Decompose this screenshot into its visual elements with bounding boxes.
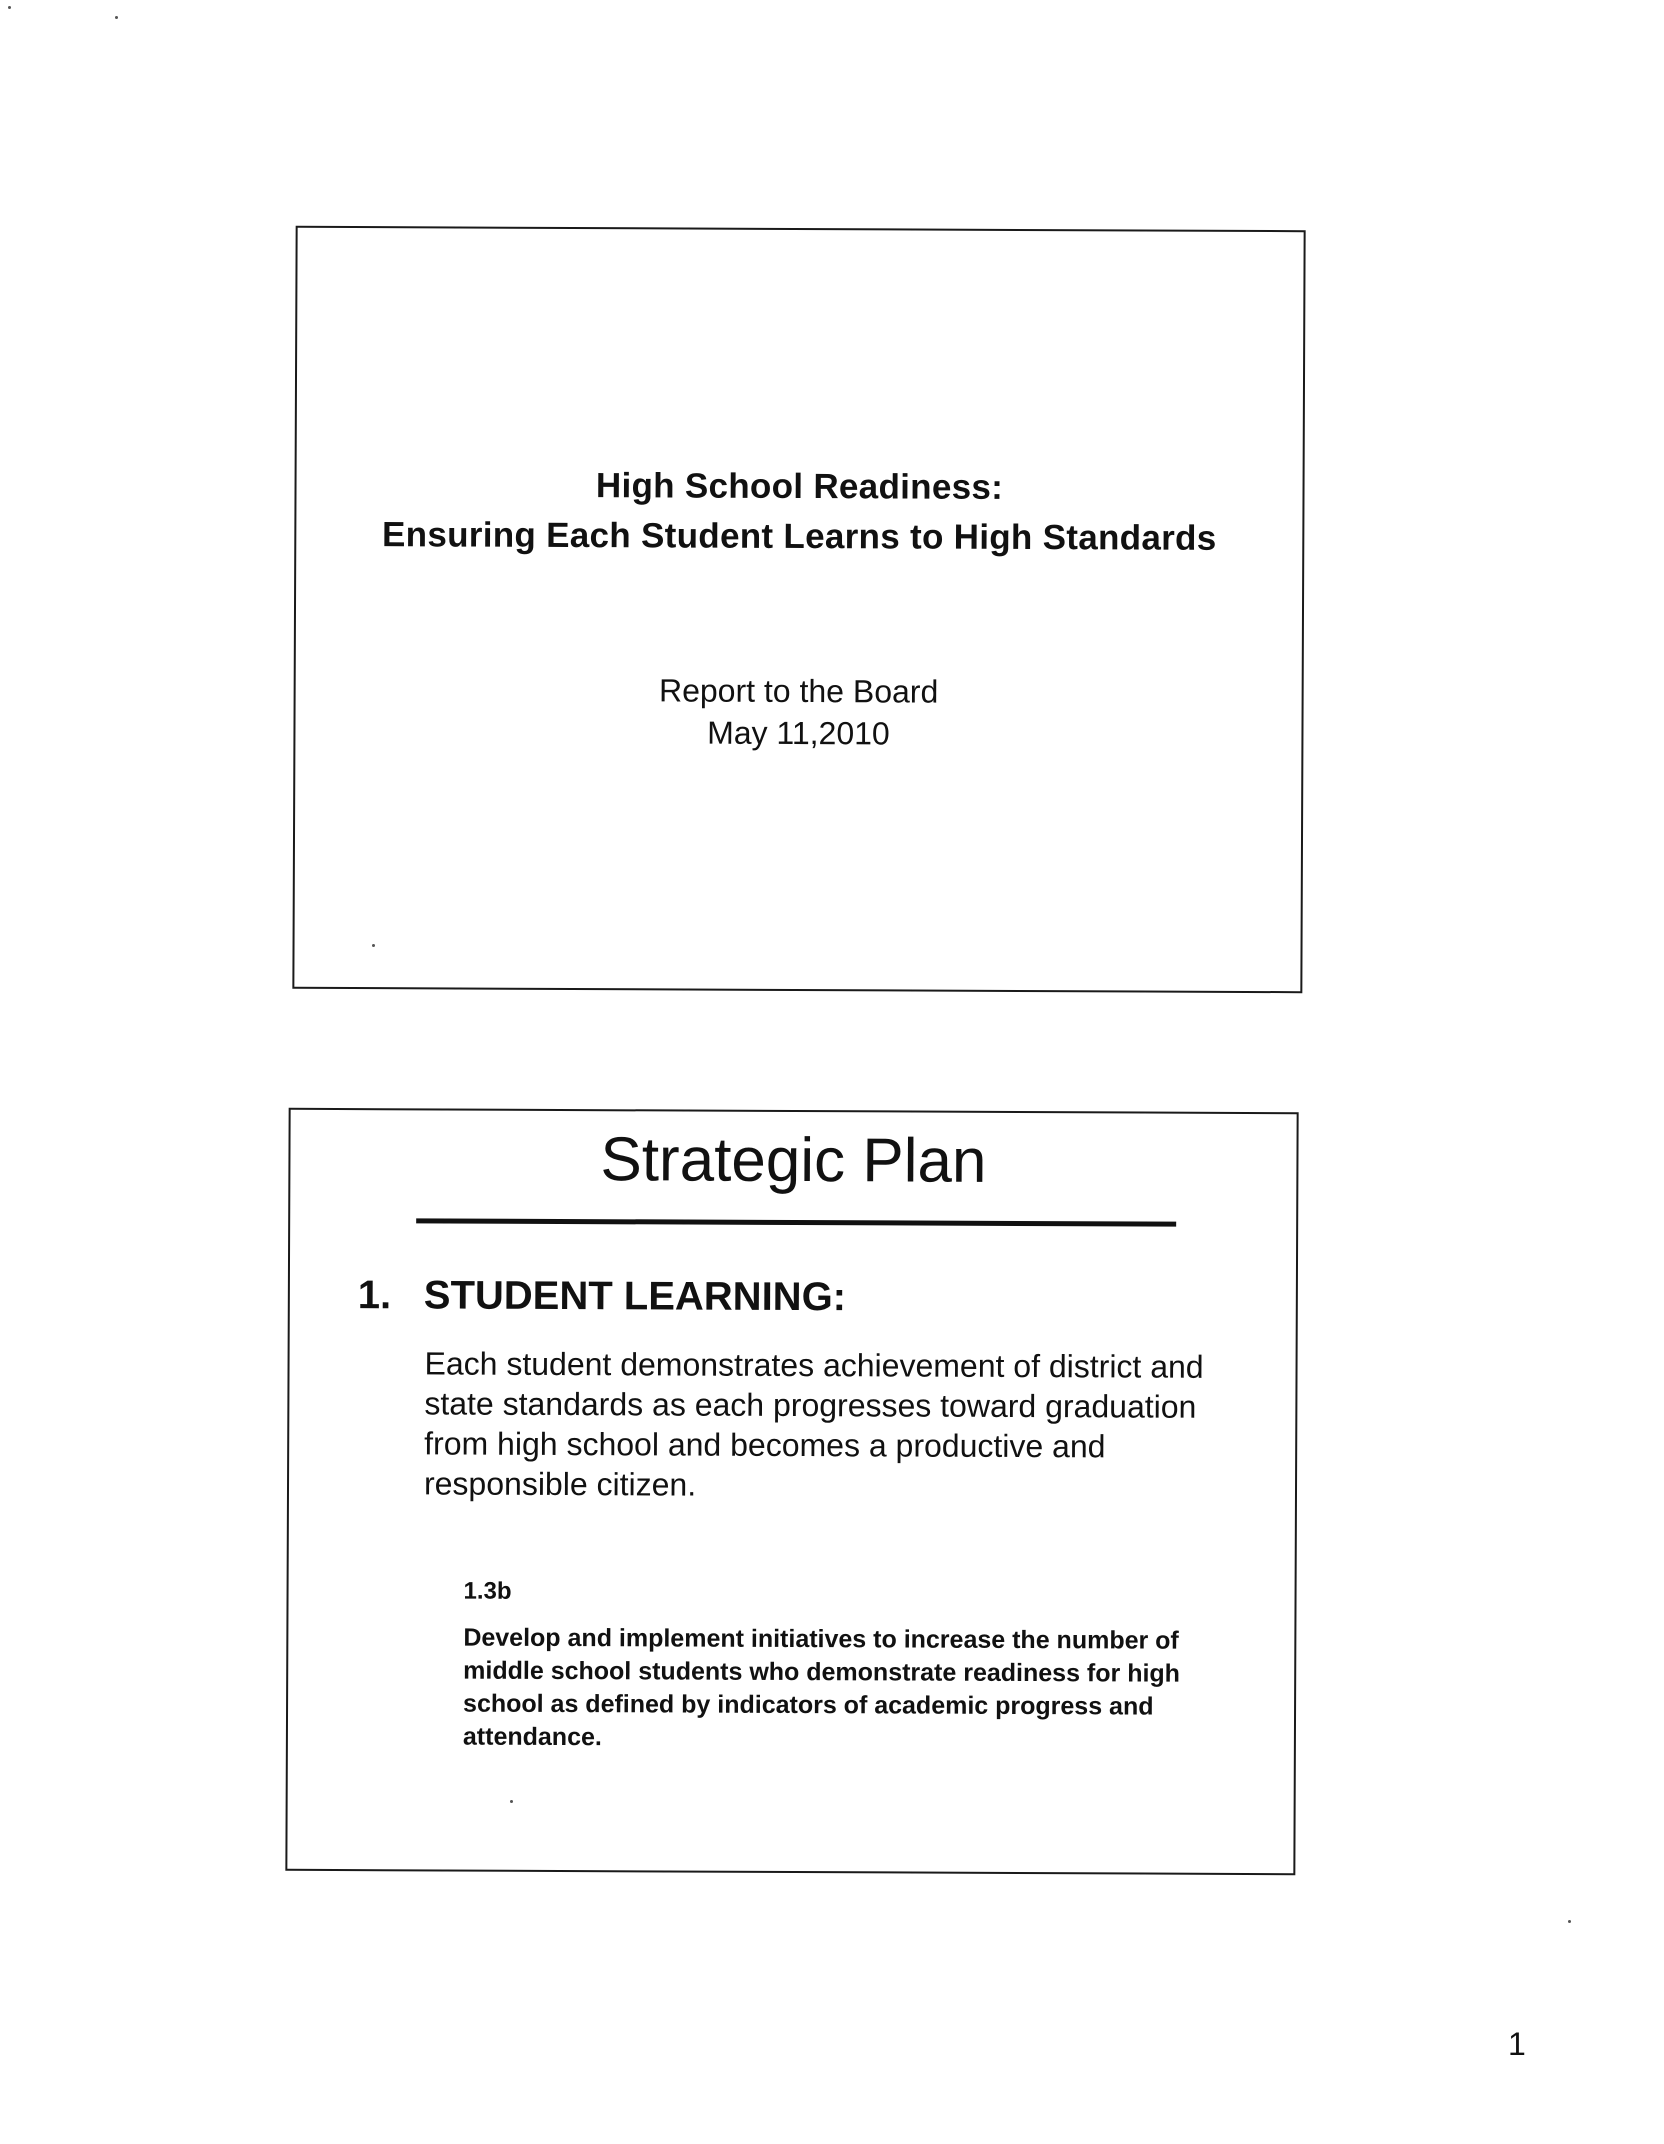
scan-speck — [1568, 1920, 1571, 1923]
section-number: 1. — [357, 1273, 392, 1318]
goal-text: Develop and implement initiatives to increase the number of middle school students who demonstrate readiness for high school as defined by indicators of academic progress and attendance. — [462, 1623, 1181, 1752]
slide-strategic-plan — [285, 1108, 1298, 1875]
slide-title-readiness — [292, 226, 1305, 993]
scan-speck — [510, 1800, 513, 1803]
title-line-1: High School Readiness: — [595, 466, 1004, 507]
subtitle-line-1: Report to the Board — [658, 672, 939, 710]
subtitle-line-2: May 11,2010 — [707, 714, 890, 752]
title-underline-divider — [416, 1218, 1176, 1226]
title-line-2: Ensuring Each Student Learns to High Standards — [382, 515, 1217, 558]
goal-id: 1.3b — [463, 1577, 512, 1605]
slide-title: Strategic Plan — [600, 1125, 987, 1196]
page-number: 1 — [1508, 2026, 1526, 2062]
section-heading-text: STUDENT LEARNING: — [423, 1273, 847, 1320]
slide-title — [296, 460, 1302, 564]
slide-subtitle — [295, 668, 1301, 756]
scan-speck — [115, 16, 118, 19]
section-body-text: Each student demonstrates achievement of district and state standards as each progresses toward graduation from high school and becomes a productive and responsible citizen. — [423, 1345, 1204, 1503]
section-heading — [358, 1270, 846, 1322]
scan-speck — [372, 944, 375, 947]
scan-speck — [8, 6, 11, 9]
